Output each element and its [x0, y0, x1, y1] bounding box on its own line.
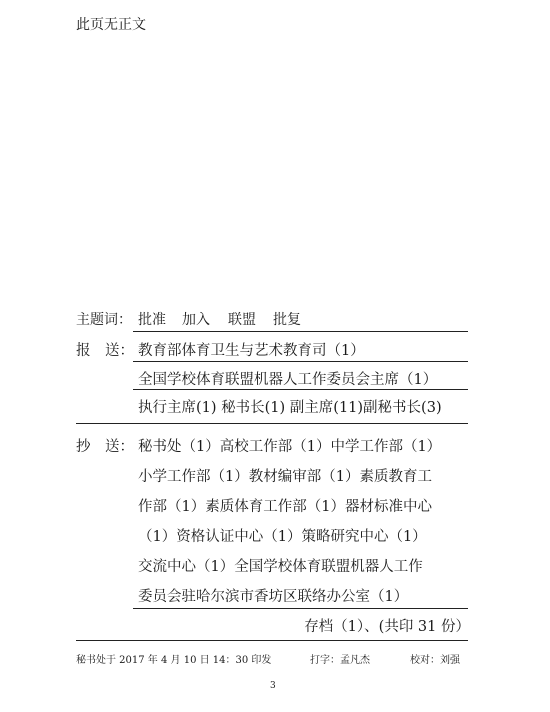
copy-to-line: 秘书处（1）高校工作部（1）中学工作部（1） — [138, 439, 442, 455]
divider — [76, 423, 468, 424]
copy-to-line: 小学工作部（1）教材编审部（1）素质教育工 — [138, 469, 432, 485]
divider — [133, 331, 468, 332]
blank-page-notice: 此页无正文 — [76, 17, 146, 33]
report-to-line: 教育部体育卫生与艺术教育司（1） — [138, 343, 365, 359]
report-to-line: 全国学校体育联盟机器人工作委员会主席（1） — [138, 372, 438, 388]
keyword-item: 联盟 — [228, 312, 256, 328]
copy-to-line: 作部（1）素质体育工作部（1）器材标准中心 — [138, 499, 432, 515]
copy-to-label: 抄 送： — [76, 439, 134, 455]
keyword-item: 批准 — [138, 312, 166, 328]
proofreader: 校对：刘强 — [410, 655, 460, 666]
copy-to-line: 交流中心（1）全国学校体育联盟机器人工作 — [138, 559, 423, 575]
copy-to-line: 委员会驻哈尔滨市香坊区联络办公室（1） — [138, 589, 409, 605]
report-to-line: 执行主席(1) 秘书长(1) 副主席(11)副秘书长(3) — [138, 400, 442, 416]
page-number: 3 — [270, 681, 276, 691]
typist: 打字：孟凡杰 — [310, 655, 370, 666]
keywords-label: 主题词： — [76, 312, 132, 328]
report-to-label: 报 送： — [76, 343, 134, 359]
issue-date: 秘书处于 2017 年 4 月 10 日 14：30 印发 — [76, 655, 272, 666]
divider — [133, 361, 468, 362]
keyword-item: 加入 — [182, 312, 210, 328]
divider — [133, 608, 468, 609]
divider — [133, 389, 468, 390]
keyword-item: 批复 — [273, 312, 301, 328]
archive-note: 存档（1）、(共印 31 份） — [304, 619, 470, 635]
copy-to-line: （1）资格认证中心（1）策略研究中心（1） — [138, 529, 427, 545]
divider — [76, 640, 468, 641]
